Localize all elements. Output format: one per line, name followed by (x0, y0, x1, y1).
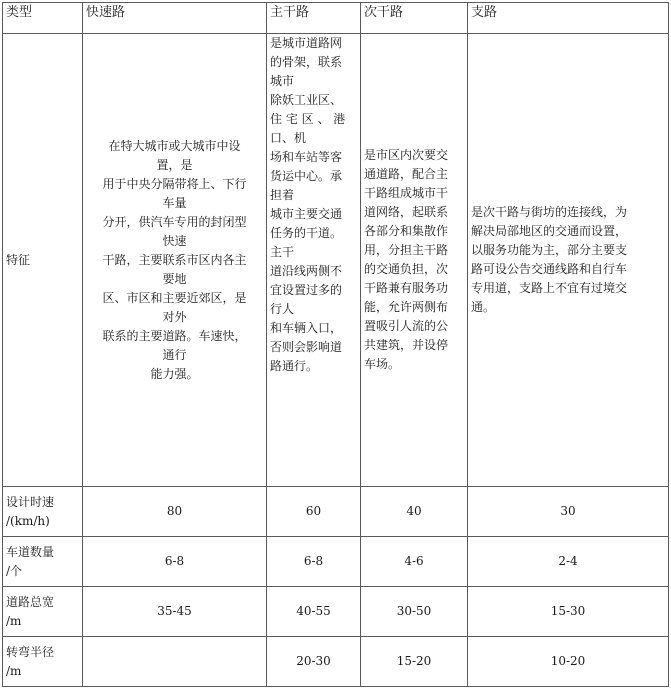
design-speed-row (3, 487, 669, 537)
text-line: 宜设置过多的 (270, 283, 343, 297)
text-line: 的骨架，联系 (270, 55, 343, 69)
row-label-title: 道路总宽 (6, 594, 55, 609)
table-cell (83, 637, 267, 687)
arterial-description (267, 34, 361, 487)
text-line: 置吸引人流的公 (364, 319, 449, 333)
row-label-unit: /m (6, 663, 22, 678)
table-cell: 6-8 (83, 537, 267, 587)
text-line: 用于中央分隔带将上、下行 (102, 176, 247, 191)
row-label-title: 车道数量 (6, 544, 55, 559)
table-cell: 20-30 (267, 637, 361, 687)
road-width-row (3, 587, 669, 637)
text-line: 通。 (471, 300, 496, 314)
table-cell: 30 (468, 487, 669, 537)
text-line: 路可设公告交通线路和自行车 (471, 262, 628, 276)
table-cell: 40 (361, 487, 468, 537)
table-cell: 40-55 (267, 587, 361, 637)
text-line: 场和车站等客 (270, 150, 343, 164)
table-cell: 15-30 (468, 587, 669, 637)
text-line: 能，允许两侧布 (364, 300, 449, 314)
lane-count-row (3, 537, 669, 587)
row-label-unit: /个 (6, 563, 23, 578)
text-line: 解决局部地区的交通而设置， (471, 224, 628, 238)
text-line: 共建筑，并设停 (364, 338, 449, 352)
text-line: 路通行。 (270, 359, 319, 373)
table-cell: 60 (267, 487, 361, 537)
table-cell: 15-20 (361, 637, 468, 687)
header-arterial: 主干路 (267, 3, 361, 34)
text-line: 货运中心。承 (270, 169, 343, 183)
text-line: 干路组成城市干 (364, 186, 449, 200)
text-line: 除妖工业区、 (270, 93, 343, 107)
text-line: 能力强。 (150, 366, 199, 381)
header-branch: 支路 (468, 3, 669, 34)
turning-radius-row (3, 637, 669, 687)
text-line: 快速 (162, 233, 187, 248)
table-cell: 2-4 (468, 537, 669, 587)
text-line: 任务的干道。 (270, 226, 343, 240)
text-line: 干路兼有服务功 (364, 281, 449, 295)
text-line: 担着 (270, 188, 295, 202)
text-line: 城市主要交通 (270, 207, 343, 221)
text-line: 区、市区和主要近郊区，是 (102, 290, 247, 305)
header-expressway: 快速路 (83, 3, 267, 34)
text-line: 住 宅 区 、 港 (270, 112, 346, 126)
text-line: 道网络，起联系 (364, 205, 449, 219)
header-secondary: 次干路 (361, 3, 468, 34)
text-line: 车量 (162, 195, 187, 210)
expressway-description (83, 34, 267, 487)
table-cell: 30-50 (361, 587, 468, 637)
text-line: 和车辆入口， (270, 321, 343, 335)
text-line: 主干 (270, 245, 295, 259)
text-line: 的交通负担，次 (364, 262, 449, 276)
table-cell: 4-6 (361, 537, 468, 587)
row-label (3, 537, 83, 587)
text-line: 通道路，配合主 (364, 167, 449, 181)
text-line: 在特大城市或大城市中设 (108, 138, 241, 153)
text-line: 口、机 (270, 131, 307, 145)
text-line: 要地 (162, 271, 187, 286)
text-line: 专用道，支路上不宜有过境交 (471, 281, 628, 295)
row-label-title: 转弯半径 (6, 644, 55, 659)
header-row (3, 3, 669, 34)
text-line: 干路，主要联系市区内各主 (102, 252, 247, 267)
secondary-description (361, 34, 468, 487)
text-line: 以服务功能为主，部分主要支 (471, 243, 628, 257)
road-classification-table (2, 2, 669, 687)
table-cell: 35-45 (83, 587, 267, 637)
text-line: 是市区内次要交 (364, 148, 449, 162)
row-label (3, 587, 83, 637)
row-label-title: 设计时速 (6, 494, 55, 509)
text-line: 车场。 (364, 357, 401, 371)
text-line: 是次干路与街坊的连接线，为 (471, 205, 628, 219)
text-line: 否则会影响道 (270, 340, 343, 354)
table-cell: 80 (83, 487, 267, 537)
text-line: 各部分和集散作 (364, 224, 449, 238)
text-line: 分开，供汽车专用的封闭型 (102, 214, 247, 229)
table-cell: 6-8 (267, 537, 361, 587)
text-line: 行人 (270, 302, 295, 316)
text-line: 对外 (162, 309, 187, 324)
text-line: 置，是 (156, 157, 193, 172)
text-line: 联系的主要道路。车速快， (102, 328, 247, 343)
table-cell: 10-20 (468, 637, 669, 687)
text-line: 道沿线两侧不 (270, 264, 343, 278)
text-line: 是城市道路网 (270, 36, 343, 50)
row-label-unit: /m (6, 613, 22, 628)
header-type: 类型 (3, 3, 83, 34)
feature-label: 特征 (3, 34, 83, 487)
row-label-unit: /(km/h) (6, 513, 50, 528)
branch-description (468, 34, 669, 487)
feature-row (3, 34, 669, 487)
text-line: 用，分担主干路 (364, 243, 449, 257)
row-label (3, 487, 83, 537)
row-label (3, 637, 83, 687)
text-line: 城市 (270, 74, 295, 88)
text-line: 通行 (162, 347, 187, 362)
